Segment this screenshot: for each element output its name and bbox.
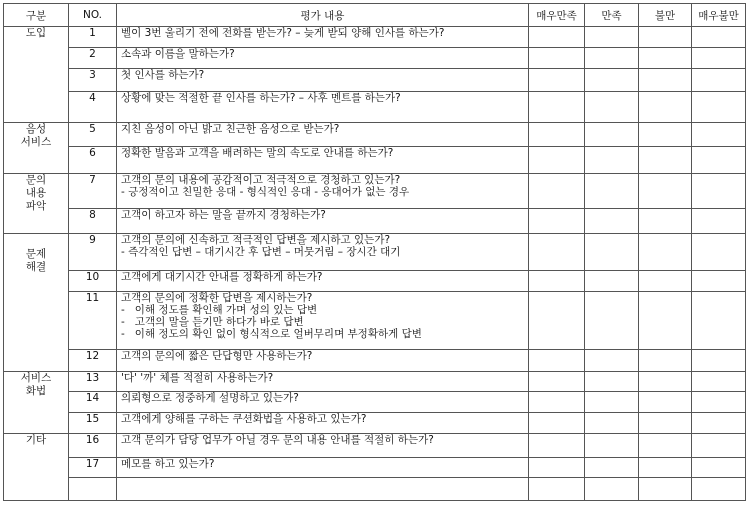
rating-cell[interactable] <box>585 146 639 173</box>
rating-cell[interactable] <box>585 209 639 233</box>
row-content: 고객에게 대기시간 안내를 정확하게 하는가? <box>117 271 529 292</box>
row-sub-text: - 이해 정도의 확인 없이 형식적으로 얼버무리며 부정확하게 답변 <box>121 328 422 341</box>
category-label: 문의 <box>25 174 47 187</box>
table-row <box>4 434 746 457</box>
rating-cell[interactable] <box>529 27 585 48</box>
row-main-text: 고객의 문의 내용에 공감적이고 적극적으로 경청하고 있는가? <box>121 174 401 187</box>
table-row <box>4 371 746 391</box>
rating-cell[interactable] <box>692 91 746 122</box>
table-row <box>4 457 746 477</box>
rating-cell[interactable] <box>692 371 746 391</box>
rating-cell[interactable] <box>529 349 585 371</box>
rating-cell[interactable] <box>692 413 746 434</box>
rating-cell[interactable] <box>692 48 746 69</box>
rating-cell[interactable] <box>692 209 746 233</box>
category-label: 문제 <box>25 247 47 260</box>
rating-cell[interactable] <box>692 122 746 146</box>
rating-cell[interactable] <box>529 91 585 122</box>
rating-cell[interactable] <box>639 371 692 391</box>
rating-cell[interactable] <box>692 271 746 292</box>
table-row <box>4 122 746 146</box>
rating-cell[interactable] <box>639 292 692 349</box>
row-number: 12 <box>69 349 117 371</box>
row-number: 5 <box>69 122 117 146</box>
rating-cell[interactable] <box>585 91 639 122</box>
row-main-text: 고객의 문의에 정확한 답변을 제시하는가? <box>121 292 313 305</box>
table-row <box>4 146 746 173</box>
category-label: 음성 <box>25 122 47 135</box>
table-row <box>4 413 746 434</box>
row-number: 14 <box>69 391 117 412</box>
row-number: 16 <box>69 434 117 457</box>
rating-cell[interactable] <box>585 371 639 391</box>
rating-cell[interactable] <box>585 292 639 349</box>
rating-cell[interactable] <box>585 69 639 91</box>
row-sub-text: - 이해 정도를 확인해 가며 성의 있는 답변 <box>121 304 318 317</box>
row-number: 7 <box>69 174 117 209</box>
rating-cell[interactable] <box>529 122 585 146</box>
row-number: 17 <box>69 457 117 477</box>
rating-cell[interactable] <box>529 174 585 209</box>
header-no: NO. <box>69 4 117 27</box>
rating-cell[interactable] <box>639 69 692 91</box>
rating-cell[interactable] <box>585 271 639 292</box>
rating-cell[interactable] <box>585 27 639 48</box>
rating-cell[interactable] <box>585 413 639 434</box>
evaluation-table <box>3 3 746 501</box>
header-dissatisfied: 불만 <box>639 4 692 27</box>
row-content: 첫 인사를 하는가? <box>117 69 529 91</box>
row-main-text: 고객의 문의에 신속하고 적극적인 답변을 제시하고 있는가? <box>121 233 391 246</box>
table-row <box>4 209 746 233</box>
rating-cell[interactable] <box>692 457 746 477</box>
rating-cell[interactable] <box>585 122 639 146</box>
rating-cell[interactable] <box>639 48 692 69</box>
category-label: 서비스 <box>20 135 52 148</box>
row-content: 상황에 맞는 적절한 끝 인사를 하는가? – 사후 멘트를 하는가? <box>117 91 529 122</box>
row-content: 의뢰형으로 정중하게 설명하고 있는가? <box>117 391 529 412</box>
row-number: 4 <box>69 91 117 122</box>
rating-cell[interactable] <box>529 209 585 233</box>
rating-cell[interactable] <box>692 292 746 349</box>
row-content: '다' '까' 체를 적절히 사용하는가? <box>117 371 529 391</box>
rating-cell[interactable] <box>639 271 692 292</box>
rating-cell[interactable] <box>639 457 692 477</box>
rating-cell[interactable] <box>529 477 585 500</box>
header-row <box>4 4 746 27</box>
row-content <box>117 292 529 349</box>
rating-cell[interactable] <box>639 434 692 457</box>
table-row <box>4 349 746 371</box>
category-inquiry <box>4 174 69 234</box>
category-label: 내용 <box>25 187 47 200</box>
rating-cell[interactable] <box>639 122 692 146</box>
rating-cell[interactable] <box>529 434 585 457</box>
category-resolution <box>4 233 69 371</box>
rating-cell[interactable] <box>692 174 746 209</box>
table-row-blank <box>4 477 746 500</box>
rating-cell[interactable] <box>585 48 639 69</box>
rating-cell[interactable] <box>529 457 585 477</box>
table-row <box>4 233 746 270</box>
row-content: 지친 음성이 아닌 밝고 친근한 음성으로 받는가? <box>117 122 529 146</box>
rating-cell[interactable] <box>639 233 692 270</box>
table-row <box>4 271 746 292</box>
row-number: 3 <box>69 69 117 91</box>
row-number: 9 <box>69 233 117 270</box>
row-content: 메모를 하고 있는가? <box>117 457 529 477</box>
rating-cell[interactable] <box>639 477 692 500</box>
rating-cell[interactable] <box>639 146 692 173</box>
rating-cell[interactable] <box>529 233 585 270</box>
header-content: 평가 내용 <box>117 4 529 27</box>
row-content <box>117 233 529 270</box>
rating-cell[interactable] <box>639 174 692 209</box>
row-number: 2 <box>69 48 117 69</box>
rating-cell[interactable] <box>585 391 639 412</box>
row-sub-text: - 즉각적인 답변 – 대기시간 후 답변 – 머뭇거림 – 장시간 대기 <box>121 245 401 258</box>
table-row <box>4 27 746 48</box>
category-label: 해결 <box>25 260 47 273</box>
rating-cell[interactable] <box>529 292 585 349</box>
rating-cell[interactable] <box>585 434 639 457</box>
row-number: 6 <box>69 146 117 173</box>
category-label: 파악 <box>25 200 47 213</box>
rating-cell[interactable] <box>529 69 585 91</box>
rating-cell[interactable] <box>692 233 746 270</box>
rating-cell[interactable] <box>639 209 692 233</box>
row-content-empty[interactable] <box>117 477 529 500</box>
header-very-satisfied: 매우만족 <box>529 4 585 27</box>
rating-cell[interactable] <box>585 457 639 477</box>
rating-cell[interactable] <box>639 391 692 412</box>
rating-cell[interactable] <box>639 27 692 48</box>
row-content <box>117 174 529 209</box>
rating-cell[interactable] <box>692 69 746 91</box>
row-content: 고객 문의가 담당 업무가 아닐 경우 문의 내용 안내를 적절히 하는가? <box>117 434 529 457</box>
rating-cell[interactable] <box>529 371 585 391</box>
row-number: 13 <box>69 371 117 391</box>
row-content: 고객의 문의에 짧은 단답형만 사용하는가? <box>117 349 529 371</box>
row-sub-text: - 긍정적이고 친밀한 응대 - 형식적인 응대 - 응대어가 없는 경우 <box>121 186 410 199</box>
row-content: 고객이 하고자 하는 말을 끝까지 경청하는가? <box>117 209 529 233</box>
row-content: 정확한 발음과 고객을 배려하는 말의 속도로 안내를 하는가? <box>117 146 529 173</box>
rating-cell[interactable] <box>639 91 692 122</box>
category-label: 도입 <box>25 27 47 39</box>
row-sub-text: - 고객의 말을 듣기만 하다가 바로 답변 <box>121 316 304 329</box>
rating-cell[interactable] <box>529 48 585 69</box>
rating-cell[interactable] <box>585 477 639 500</box>
row-number: 11 <box>69 292 117 349</box>
rating-cell[interactable] <box>585 233 639 270</box>
rating-cell[interactable] <box>692 434 746 457</box>
rating-cell[interactable] <box>529 146 585 173</box>
rating-cell[interactable] <box>529 271 585 292</box>
category-label: 서비스 <box>20 371 52 384</box>
table-row <box>4 48 746 69</box>
category-label: 기타 <box>25 434 47 447</box>
table-row <box>4 91 746 122</box>
header-category: 구분 <box>4 4 69 27</box>
table-row <box>4 292 746 349</box>
header-very-dissatisfied: 매우불만 <box>692 4 746 27</box>
rating-cell[interactable] <box>639 413 692 434</box>
row-content: 소속과 이름을 말하는가? <box>117 48 529 69</box>
row-content: 고객에게 양해를 구하는 쿠션화법을 사용하고 있는가? <box>117 413 529 434</box>
category-speech <box>4 371 69 434</box>
category-label: 화법 <box>25 384 47 397</box>
rating-cell[interactable] <box>692 349 746 371</box>
row-number: 15 <box>69 413 117 434</box>
table-row <box>4 69 746 91</box>
rating-cell[interactable] <box>585 174 639 209</box>
row-number: 10 <box>69 271 117 292</box>
rating-cell[interactable] <box>639 349 692 371</box>
header-satisfied: 만족 <box>585 4 639 27</box>
category-etc <box>4 434 69 501</box>
rating-cell[interactable] <box>692 391 746 412</box>
category-voice-service <box>4 122 69 173</box>
rating-cell[interactable] <box>692 477 746 500</box>
rating-cell[interactable] <box>585 349 639 371</box>
rating-cell[interactable] <box>692 27 746 48</box>
rating-cell[interactable] <box>529 413 585 434</box>
table-row <box>4 391 746 412</box>
row-content: 벨이 3번 울리기 전에 전화를 받는가? – 늦게 받되 양해 인사를 하는가? <box>117 27 529 48</box>
row-number: 8 <box>69 209 117 233</box>
row-number: 1 <box>69 27 117 48</box>
rating-cell[interactable] <box>692 146 746 173</box>
row-number-empty <box>69 477 117 500</box>
category-intro <box>4 27 69 123</box>
rating-cell[interactable] <box>529 391 585 412</box>
table-row <box>4 174 746 209</box>
